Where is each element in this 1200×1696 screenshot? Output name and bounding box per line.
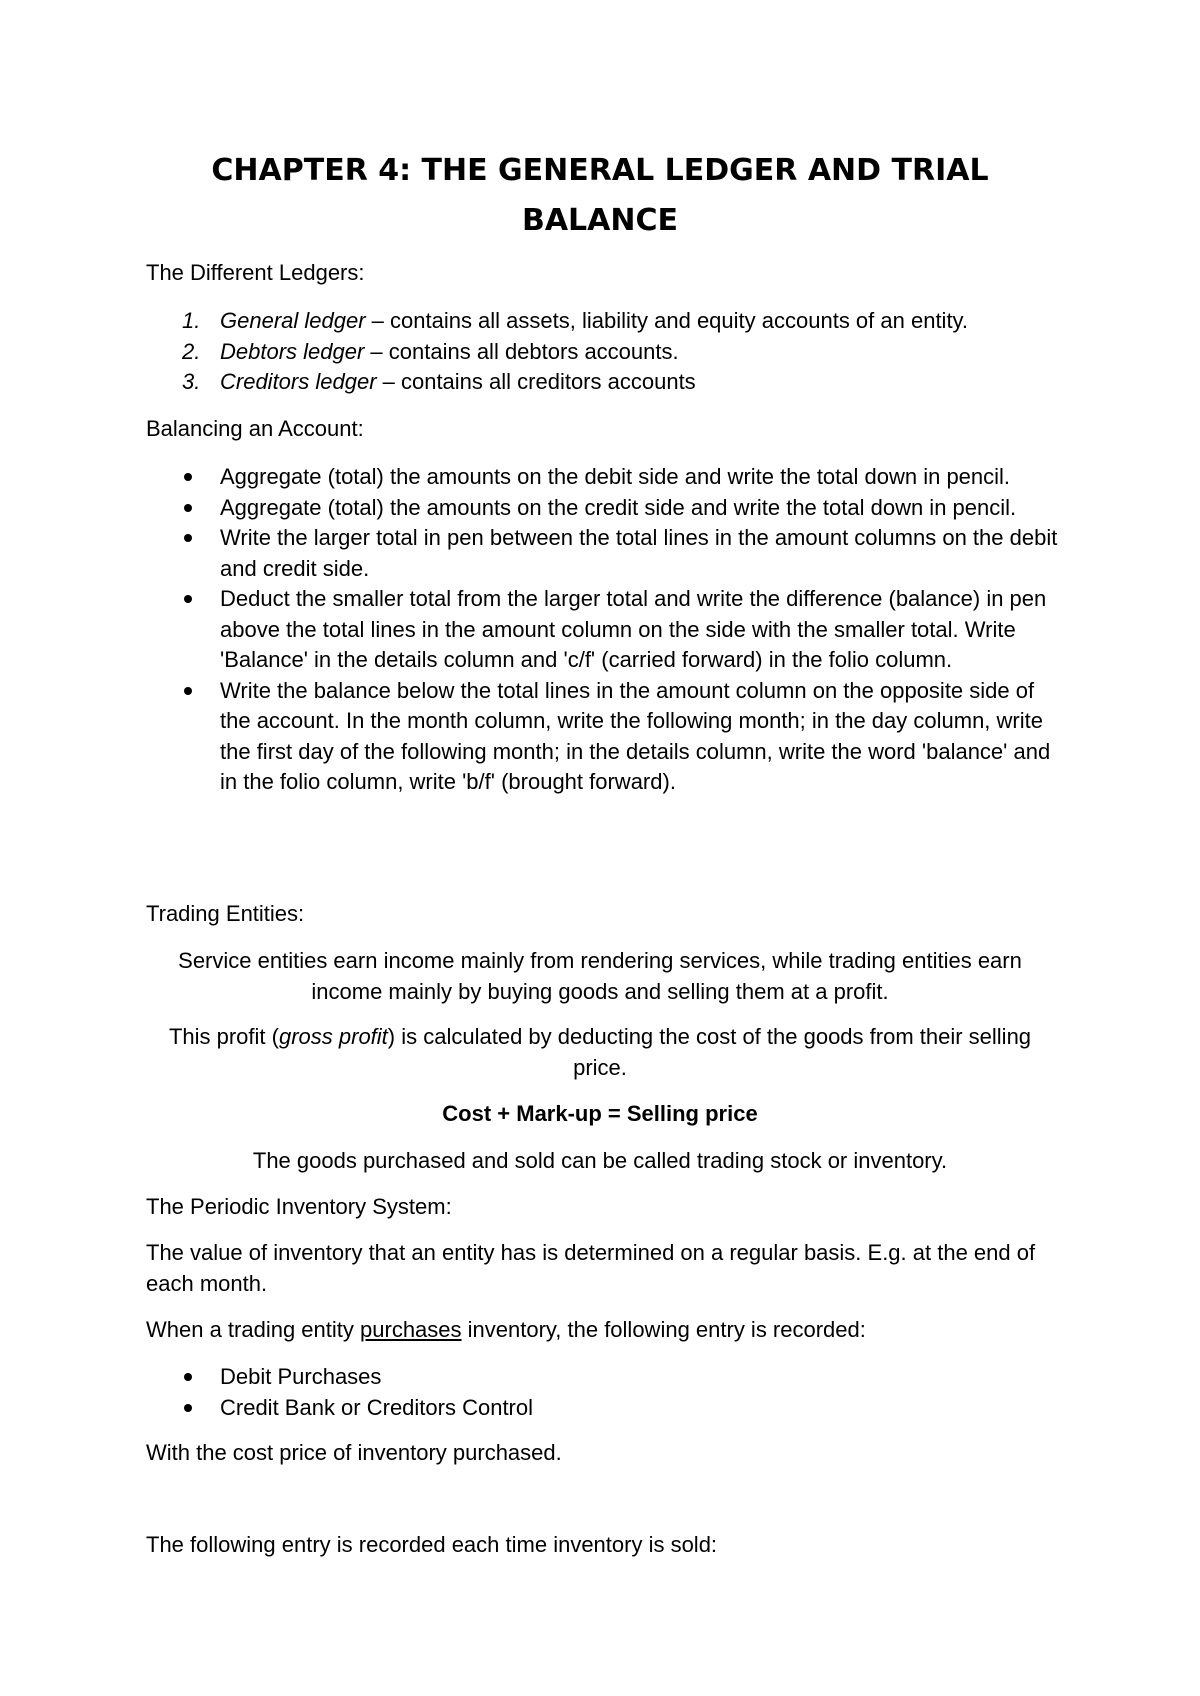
list-item-text: Write the balance below the total lines in the amount column on the opposite side of the account. In the month column, write the following month; in the day column, write the first day of the following month; in the details column, write the word 'balance' and in the folio column, write 'b/f' (brought forward).	[220, 677, 1051, 794]
bullet-icon	[184, 504, 192, 512]
ledger-description: – contains all creditors accounts	[376, 369, 696, 394]
bullet-icon	[184, 595, 192, 603]
ledger-description: – contains all debtors accounts.	[364, 338, 679, 364]
list-item	[146, 493, 1066, 524]
periodic-paragraph: The value of inventory that an entity has is determined on a regular basis. E.g. at the end of each month.	[146, 1240, 1036, 1296]
list-item	[146, 337, 1086, 368]
list-item	[146, 1393, 1066, 1424]
heading-different-ledgers: The Different Ledgers:	[146, 260, 365, 285]
text-span: This profit (	[168, 1024, 279, 1049]
bullet-icon	[184, 534, 192, 542]
gross-profit-paragraph	[150, 1022, 1050, 1083]
list-item	[146, 367, 1086, 398]
list-item	[146, 462, 1066, 493]
list-item-text: Debit Purchases	[220, 1364, 382, 1389]
bullet-icon	[184, 473, 192, 481]
list-item-text: Write the larger total in pen between the total lines in the amount columns on the debit and credit side.	[220, 525, 1058, 581]
list-item-text: Aggregate (total) the amounts on the credit side and write the total down in pencil.	[220, 494, 1017, 520]
purchase-entries-list	[146, 1362, 1066, 1423]
list-item	[146, 523, 1066, 584]
text-span: When a trading entity	[146, 1317, 361, 1342]
list-item	[146, 306, 1086, 337]
ledger-term: Debtors ledger	[220, 338, 365, 364]
ledgers-list	[146, 306, 1086, 398]
inventory-sold-paragraph: The following entry is recorded each time inventory is sold:	[146, 1532, 718, 1557]
trading-paragraph: Service entities earn income mainly from rendering services, while trading entities earn income mainly by buying goods and selling them at a profit.	[178, 948, 1022, 1004]
ledger-description: – contains all assets, liability and equity accounts of an entity.	[365, 308, 969, 333]
heading-balancing-account: Balancing an Account:	[146, 416, 364, 441]
list-item-text: Credit Bank or Creditors Control	[220, 1394, 534, 1420]
balancing-steps-list	[146, 462, 1066, 798]
bullet-icon	[184, 1404, 192, 1412]
heading-periodic-inventory: The Periodic Inventory System:	[146, 1194, 452, 1219]
inventory-paragraph: The goods purchased and sold can be called trading stock or inventory.	[252, 1148, 948, 1173]
list-item-text: Deduct the smaller total from the larger total and write the difference (balance) in pen above the total lines in the amount column on the side with the smaller total. Write 'Balance' in the details column and 'c/f' (carried forward) in the folio column.	[220, 586, 1047, 672]
gross-profit-term: gross profit	[278, 1024, 388, 1049]
cost-price-paragraph: With the cost price of inventory purchased.	[146, 1440, 562, 1465]
text-span: ) is calculated by deducting the cost of the goods from their selling price.	[387, 1024, 1032, 1080]
list-number: 3.	[182, 369, 201, 394]
list-item-text: Aggregate (total) the amounts on the debit side and write the total down in pencil.	[220, 464, 1011, 489]
ledger-term: General ledger	[220, 308, 366, 333]
page-title: CHAPTER 4: THE GENERAL LEDGER AND TRIAL BALANCE	[211, 153, 989, 238]
purchases-underlined: purchases	[360, 1317, 462, 1342]
list-number: 1.	[182, 308, 201, 333]
list-item	[146, 584, 1066, 676]
text-span: inventory, the following entry is recorded:	[461, 1317, 866, 1342]
list-item	[146, 1362, 1066, 1393]
list-number: 2.	[182, 338, 201, 364]
selling-price-formula: Cost + Mark-up = Selling price	[442, 1101, 758, 1126]
ledger-term: Creditors ledger	[220, 369, 377, 394]
purchases-paragraph	[146, 1315, 1066, 1346]
heading-trading-entities: Trading Entities:	[146, 901, 305, 926]
list-item	[146, 676, 1066, 798]
bullet-icon	[184, 1373, 192, 1381]
bullet-icon	[184, 687, 192, 695]
